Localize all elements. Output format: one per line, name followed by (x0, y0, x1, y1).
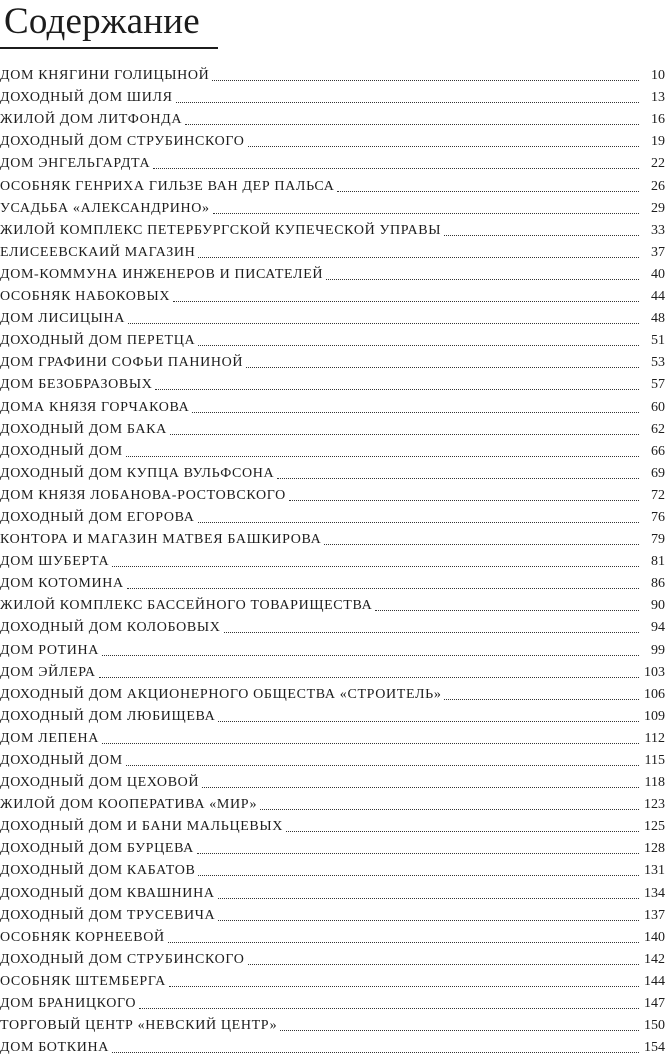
dot-leader (324, 544, 639, 545)
dot-leader (168, 942, 639, 943)
toc-entry (0, 262, 667, 284)
toc-entry-page-number: 40 (651, 266, 665, 282)
toc-entry-title: ОСОБНЯК ГЕНРИХА ГИЛЬЗЕ ВАН ДЕР ПАЛЬСА (0, 178, 335, 194)
toc-entry-title: ЕЛИСЕЕВСКАИЙ МАГАЗИН (0, 244, 196, 260)
toc-entry (0, 991, 667, 1013)
toc-entry-title: ОСОБНЯК ШТЕМБЕРГА (0, 973, 166, 989)
dot-leader (260, 809, 639, 810)
toc-entry-page-number: 99 (651, 642, 665, 658)
toc-entry (0, 306, 667, 328)
dot-leader (99, 677, 639, 678)
dot-leader (112, 566, 639, 567)
toc-entry-title: ДОМ ЛИСИЦЫНА (0, 311, 126, 327)
toc-entry-page-number: 26 (651, 178, 665, 194)
dot-leader (444, 699, 639, 700)
toc-entry (0, 461, 667, 483)
toc-entry-page-number: 10 (651, 68, 665, 84)
toc-entry (0, 637, 667, 659)
dot-leader (126, 765, 639, 766)
toc-entry-page-number: 106 (644, 686, 665, 702)
dot-leader (112, 1052, 639, 1053)
toc-entry-page-number: 109 (644, 708, 665, 724)
toc-entry-title: КОНТОРА И МАГАЗИН МАТВЕЯ БАШКИРОВА (0, 532, 322, 548)
toc-entry-page-number: 90 (651, 598, 665, 614)
toc-entry-title: ДОМ БЕЗОБРАЗОВЫХ (0, 377, 153, 393)
dot-leader (213, 213, 639, 214)
table-of-contents (0, 63, 667, 1057)
toc-entry (0, 726, 667, 748)
toc-entry (0, 85, 667, 107)
toc-entry-page-number: 22 (651, 156, 665, 172)
toc-entry-title: ОСОБНЯК КОРНЕЕВОЙ (0, 929, 165, 945)
toc-entry-title: ДОХОДНЫЙ ДОМ ТРУСЕВИЧА (0, 907, 216, 923)
toc-entry (0, 682, 667, 704)
toc-entry-page-number: 140 (644, 929, 665, 945)
toc-entry (0, 1035, 667, 1057)
dot-leader (126, 456, 639, 457)
toc-entry (0, 350, 667, 372)
toc-entry-title: ДОХОДНЫЙ ДОМ БАКА (0, 421, 167, 437)
dot-leader (218, 920, 639, 921)
toc-entry (0, 173, 667, 195)
toc-entry-title: ДОХОДНЫЙ ДОМ ШИЛЯ (0, 90, 173, 106)
toc-entry (0, 196, 667, 218)
toc-entry (0, 836, 667, 858)
toc-entry-title: ЖИЛОЙ ДОМ ЛИТФОНДА (0, 112, 183, 128)
toc-entry-title: ДОХОДНЫЙ ДОМ ЛЮБИЩЕВА (0, 708, 216, 724)
toc-entry-page-number: 13 (651, 90, 665, 106)
toc-entry-title: ДОМ-КОММУНА ИНЖЕНЕРОВ И ПИСАТЕЛЕЙ (0, 266, 324, 282)
dot-leader (198, 875, 639, 876)
dot-leader (375, 610, 639, 611)
toc-entry-page-number: 33 (651, 222, 665, 238)
toc-entry-title: ДОМ ШУБЕРТА (0, 554, 110, 570)
toc-entry-title: ДОХОДНЫЙ ДОМ АКЦИОНЕРНОГО ОБЩЕСТВА «СТРОИТЕЛЬ» (0, 686, 442, 702)
toc-entry-page-number: 51 (651, 333, 665, 349)
dot-leader (246, 367, 639, 368)
toc-entry-title: ДОМ ЭЙЛЕРА (0, 664, 96, 680)
toc-entry-page-number: 16 (651, 112, 665, 128)
toc-entry-title: ДОМ БОТКИНА (0, 1040, 110, 1056)
toc-entry-title: ДОХОДНЫЙ ДОМ ЕГОРОВА (0, 509, 195, 525)
toc-entry-page-number: 137 (644, 907, 665, 923)
toc-entry-title: ОСОБНЯК НАБОКОВЫХ (0, 289, 171, 305)
toc-entry (0, 284, 667, 306)
dot-leader (192, 412, 639, 413)
toc-entry-title: ДОМ КНЯЗЯ ЛОБАНОВА-РОСТОВСКОГО (0, 487, 286, 503)
toc-entry-page-number: 144 (644, 973, 665, 989)
dot-leader (173, 301, 639, 302)
toc-entry-page-number: 103 (644, 664, 665, 680)
toc-entry-page-number: 57 (651, 377, 665, 393)
toc-entry (0, 925, 667, 947)
dot-leader (185, 124, 639, 125)
toc-entry (0, 63, 667, 85)
toc-entry-page-number: 94 (651, 620, 665, 636)
toc-entry-page-number: 53 (651, 355, 665, 371)
toc-entry-title: ДОХОДНЫЙ ДОМ И БАНИ МАЛЬЦЕВЫХ (0, 819, 284, 835)
dot-leader (286, 831, 639, 832)
toc-entry-title: ТОРГОВЫЙ ЦЕНТР «НЕВСКИЙ ЦЕНТР» (0, 1018, 278, 1034)
toc-entry-title: ДОХОДНЫЙ ДОМ (0, 443, 123, 459)
toc-entry (0, 483, 667, 505)
toc-entry (0, 107, 667, 129)
dot-leader (218, 721, 639, 722)
dot-leader (139, 1008, 639, 1009)
toc-entry (0, 527, 667, 549)
toc-entry-page-number: 118 (644, 775, 665, 791)
dot-leader (198, 522, 639, 523)
toc-entry (0, 505, 667, 527)
dot-leader (197, 853, 639, 854)
toc-entry (0, 571, 667, 593)
toc-entry (0, 792, 667, 814)
toc-entry (0, 770, 667, 792)
toc-entry-title: ДОМ ГРАФИНИ СОФЬИ ПАНИНОЙ (0, 355, 244, 371)
toc-entry-title: ДОМ КОТОМИНА (0, 576, 124, 592)
title-block (4, 2, 200, 42)
toc-entry-page-number: 76 (651, 509, 665, 525)
toc-entry-page-number: 154 (644, 1040, 665, 1056)
toc-entry-title: ЖИЛОЙ ДОМ КООПЕРАТИВА «МИР» (0, 797, 258, 813)
toc-entry-page-number: 150 (644, 1018, 665, 1034)
dot-leader (170, 434, 639, 435)
toc-entry-title: ДОМ КНЯГИНИ ГОЛИЦЫНОЙ (0, 68, 210, 84)
dot-leader (198, 257, 639, 258)
dot-leader (155, 389, 639, 390)
toc-entry (0, 417, 667, 439)
toc-entry (0, 903, 667, 925)
toc-entry (0, 748, 667, 770)
toc-entry (0, 151, 667, 173)
toc-entry-page-number: 37 (651, 244, 665, 260)
toc-entry-page-number: 72 (651, 487, 665, 503)
toc-entry-title: ДОХОДНЫЙ ДОМ КАБАТОВ (0, 863, 196, 879)
toc-entry-page-number: 79 (651, 532, 665, 548)
toc-entry (0, 372, 667, 394)
dot-leader (102, 655, 639, 656)
dot-leader (280, 1030, 639, 1031)
toc-entry (0, 704, 667, 726)
toc-entry-title: ДОХОДНЫЙ ДОМ ПЕРЕТЦА (0, 333, 196, 349)
title-underline (0, 47, 218, 49)
toc-entry-title: ДОМ ЛЕПЕНА (0, 730, 100, 746)
toc-entry-page-number: 115 (644, 753, 665, 768)
toc-entry-title: ДОХОДНЫЙ ДОМ СТРУБИНСКОГО (0, 951, 245, 967)
toc-entry (0, 1013, 667, 1035)
toc-entry (0, 880, 667, 902)
dot-leader (248, 964, 639, 965)
toc-entry-title: ДОХОДНЫЙ ДОМ (0, 753, 123, 768)
toc-entry-page-number: 44 (651, 289, 665, 305)
toc-entry (0, 129, 667, 151)
toc-entry (0, 969, 667, 991)
toc-entry-title: ДОМ РОТИНА (0, 642, 100, 658)
dot-leader (248, 146, 639, 147)
toc-entry-page-number: 123 (644, 797, 665, 813)
dot-leader (153, 168, 639, 169)
toc-entry (0, 218, 667, 240)
toc-entry-title: ДОМ ЭНГЕЛЬГАРДТА (0, 156, 151, 172)
dot-leader (444, 235, 639, 236)
dot-leader (212, 80, 639, 81)
toc-entry-title: ДОХОДНЫЙ ДОМ КВАШНИНА (0, 885, 215, 901)
toc-entry (0, 858, 667, 880)
toc-entry-title: ЖИЛОЙ КОМПЛЕКС БАССЕЙНОГО ТОВАРИЩЕСТВА (0, 598, 373, 614)
toc-entry-title: ЖИЛОЙ КОМПЛЕКС ПЕТЕРБУРГСКОЙ КУПЕЧЕСКОЙ УПРАВЫ (0, 222, 442, 238)
toc-entry-page-number: 48 (651, 311, 665, 327)
toc-entry-title: УСАДЬБА «АЛЕКСАНДРИНО» (0, 200, 210, 216)
dot-leader (224, 632, 640, 633)
toc-entry (0, 814, 667, 836)
toc-entry-page-number: 147 (644, 996, 665, 1012)
toc-entry-page-number: 131 (644, 863, 665, 879)
toc-entry-page-number: 60 (651, 399, 665, 415)
toc-entry-title: ДОХОДНЫЙ ДОМ БУРЦЕВА (0, 841, 194, 857)
toc-entry (0, 328, 667, 350)
toc-entry-page-number: 69 (651, 465, 665, 481)
dot-leader (202, 787, 639, 788)
toc-entry (0, 240, 667, 262)
dot-leader (326, 279, 639, 280)
dot-leader (277, 478, 639, 479)
dot-leader (128, 323, 639, 324)
toc-entry (0, 947, 667, 969)
toc-entry (0, 394, 667, 416)
dot-leader (198, 345, 639, 346)
toc-entry (0, 660, 667, 682)
dot-leader (169, 986, 639, 987)
toc-entry (0, 549, 667, 571)
toc-entry (0, 439, 667, 461)
toc-entry-title: ДОМА КНЯЗЯ ГОРЧАКОВА (0, 399, 190, 415)
toc-entry-page-number: 112 (644, 730, 665, 746)
toc-entry-page-number: 86 (651, 576, 665, 592)
toc-entry-page-number: 66 (651, 443, 665, 459)
toc-entry-page-number: 125 (644, 819, 665, 835)
page-title: Содержание (4, 1, 200, 42)
dot-leader (218, 898, 639, 899)
toc-entry (0, 593, 667, 615)
dot-leader (289, 500, 639, 501)
toc-entry-page-number: 29 (651, 200, 665, 216)
toc-entry-title: ДОХОДНЫЙ ДОМ КОЛОБОВЫХ (0, 620, 221, 636)
dot-leader (127, 588, 639, 589)
toc-entry-title: ДОХОДНЫЙ ДОМ КУПЦА ВУЛЬФСОНА (0, 465, 275, 481)
toc-entry-page-number: 19 (651, 134, 665, 150)
dot-leader (102, 743, 639, 744)
toc-entry-page-number: 142 (644, 951, 665, 967)
toc-entry (0, 615, 667, 637)
dot-leader (176, 102, 639, 103)
toc-entry-title: ДОХОДНЫЙ ДОМ ЦЕХОВОЙ (0, 775, 200, 791)
toc-entry-page-number: 128 (644, 841, 665, 857)
toc-entry-page-number: 134 (644, 885, 665, 901)
toc-entry-title: ДОМ БРАНИЦКОГО (0, 996, 137, 1012)
dot-leader (337, 191, 639, 192)
toc-entry-page-number: 81 (651, 554, 665, 570)
toc-entry-page-number: 62 (651, 421, 665, 437)
toc-entry-title: ДОХОДНЫЙ ДОМ СТРУБИНСКОГО (0, 134, 245, 150)
